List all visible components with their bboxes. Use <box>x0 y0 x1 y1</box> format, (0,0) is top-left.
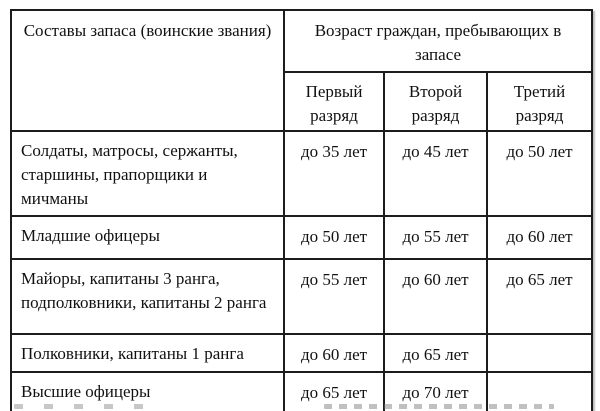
age-third-cell: до 50 лет <box>487 131 592 216</box>
header-first-category-cell: Первый разряд <box>284 72 384 130</box>
age-third-cell: до 60 лет <box>487 216 592 259</box>
cropped-caption-remnant <box>14 404 574 410</box>
table-row-junior-officers <box>11 216 592 259</box>
header-second-category-cell: Второй разряд <box>384 72 487 130</box>
header-row-main <box>11 10 592 72</box>
age-second-cell: до 65 лет <box>384 334 487 372</box>
header-third-category-cell: Третий разряд <box>487 72 592 130</box>
age-third-cell: до 65 лет <box>487 259 592 334</box>
age-first-cell: до 65 лет <box>284 372 384 411</box>
age-second-cell: до 70 лет <box>384 372 487 411</box>
age-second-cell: до 60 лет <box>384 259 487 334</box>
rank-cell: Солдаты, матросы, сержанты, старшины, прапорщики и мичманы <box>11 131 284 216</box>
age-second-cell: до 45 лет <box>384 131 487 216</box>
reserve-age-table <box>10 9 593 411</box>
rank-cell: Полковники, капитаны 1 ранга <box>11 334 284 372</box>
age-third-cell <box>487 334 592 372</box>
table-row-majors <box>11 259 592 334</box>
rank-cell: Высшие офицеры <box>11 372 284 411</box>
age-first-cell: до 35 лет <box>284 131 384 216</box>
rank-cell: Майоры, капитаны 3 ранга, подполковники, капитаны 2 ранга <box>11 259 284 334</box>
cropped-text-fragment <box>324 404 554 409</box>
header-ranks-cell: Составы запаса (воинские звания) <box>11 10 284 131</box>
age-first-cell: до 50 лет <box>284 216 384 259</box>
table-row-colonels <box>11 334 592 372</box>
age-first-cell: до 60 лет <box>284 334 384 372</box>
cropped-text-fragment <box>14 404 164 409</box>
table-row-soldiers <box>11 131 592 216</box>
header-age-cell: Возраст граждан, пребывающих в запасе <box>284 10 592 72</box>
rank-cell: Младшие офицеры <box>11 216 284 259</box>
age-first-cell: до 55 лет <box>284 259 384 334</box>
age-second-cell: до 55 лет <box>384 216 487 259</box>
